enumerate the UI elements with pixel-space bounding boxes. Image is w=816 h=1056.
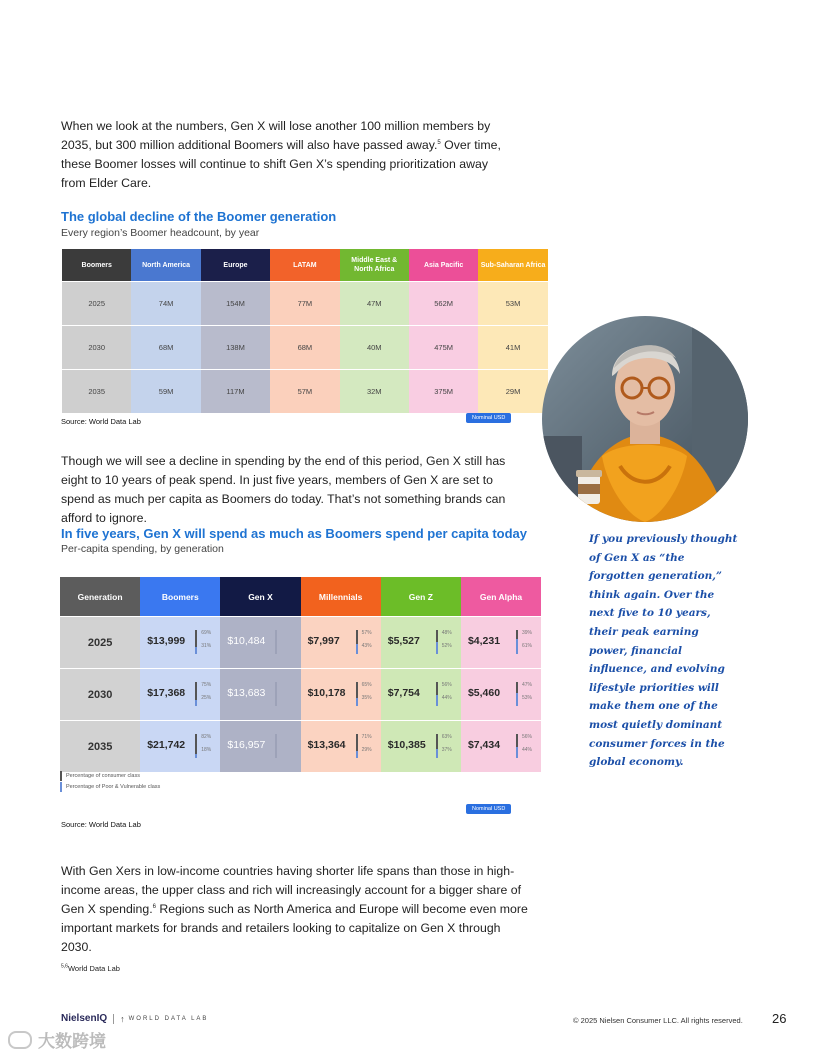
spending-amount: $4,231 <box>467 635 501 647</box>
t1-cell: 32M <box>340 370 409 414</box>
consumer-pct: 39% <box>521 630 532 636</box>
t1-cell: 2030 <box>62 326 131 370</box>
watermark: 大数跨境 <box>8 1027 106 1052</box>
t1-cell: 475M <box>409 326 478 370</box>
class-split-bar <box>516 734 518 758</box>
t1-cell: 47M <box>340 282 409 326</box>
class-split-bar <box>356 734 358 758</box>
poor-pct: 35% <box>361 695 372 701</box>
t2-cell <box>301 617 381 669</box>
class-split-bar <box>516 682 518 706</box>
t1-cell: 375M <box>409 370 478 414</box>
consumer-class-fill <box>436 734 438 749</box>
spending-amount: $10,385 <box>387 739 426 751</box>
table-row <box>62 282 548 326</box>
t2-cell <box>140 721 220 773</box>
nielseniq-logo: NielsenIQ <box>61 1013 108 1024</box>
class-split-bar <box>275 682 277 706</box>
t1-cell: 138M <box>201 326 270 370</box>
t2-year: 2035 <box>60 721 140 773</box>
consumer-class-fill <box>195 682 197 700</box>
table-row <box>62 326 548 370</box>
class-split-bar <box>436 630 438 654</box>
table-row <box>62 370 548 414</box>
t2-cell <box>461 721 541 773</box>
poor-class-fill <box>195 754 197 758</box>
poor-pct: 37% <box>441 747 452 753</box>
consumer-class-fill <box>195 630 197 647</box>
intro-paragraph: When we look at the numbers, Gen X will lose another 100 million members by 2035, but 300 million additional Boomers will also have passed away.$^5$ Over time, these Boomer losses will continue to shift Gen X’s spending prioritization away from Elder Care. <box>61 119 501 190</box>
t2-cell <box>301 669 381 721</box>
t1-cell: 77M <box>270 282 339 326</box>
t1-cell: 74M <box>131 282 200 326</box>
table1-source: Source: World Data Lab <box>61 417 141 426</box>
t2-cell <box>220 617 300 669</box>
t2-year: 2025 <box>60 617 140 669</box>
poor-pct: 52% <box>441 643 452 649</box>
table-row <box>60 669 541 721</box>
copyright: © 2025 Nielsen Consumer LLC. All rights reserved. <box>573 1016 743 1025</box>
t1-cell: 29M <box>478 370 547 414</box>
per-capita-spending-table <box>60 577 541 772</box>
world-data-lab-logo: WORLD DATA LAB <box>128 1015 209 1022</box>
gen-x-woman-portrait <box>542 316 748 522</box>
poor-class-fill <box>516 639 518 654</box>
consumer-class-fill <box>356 734 358 751</box>
legend-poor-class: Percentage of Poor & Vulnerable class <box>60 781 160 792</box>
consumer-pct: 48% <box>441 630 452 636</box>
poor-pct: 18% <box>201 747 212 753</box>
nominal-usd-badge-2: Nominal USD <box>466 804 511 814</box>
pull-quote: If you previously thought of Gen X as “the forgotten generation,” think again. Over the next five to 10 years, their peak earning power, financial influence, and evolving lifestyle priorities will make them one of the most quietly dominant consumer forces in the global economy. <box>589 533 738 769</box>
poor-class-fill <box>356 644 358 654</box>
class-split-bar <box>436 682 438 706</box>
t2-cell <box>140 669 220 721</box>
spending-amount: $17,368 <box>147 687 186 699</box>
watermark-icon <box>8 1031 32 1049</box>
t1-cell: 117M <box>201 370 270 414</box>
t2-header-3: Millennials <box>301 577 381 617</box>
logo-divider <box>113 1014 114 1024</box>
consumer-class-fill <box>436 682 438 695</box>
t1-cell: 53M <box>478 282 547 326</box>
t1-cell: 57M <box>270 370 339 414</box>
t1-cell: 40M <box>340 326 409 370</box>
spending-paragraph: Though we will see a decline in spending by the end of this period, Gen X still has eight to 10 years of peak spend. In just five years, members of Gen X are set to spend as much per capita as Boomers do today. That’s not something brands can afford to ignore. <box>61 454 506 525</box>
table-row <box>60 617 541 669</box>
spending-amount: $16,957 <box>227 739 266 751</box>
footer-logos <box>61 1013 208 1024</box>
t1-cell: 68M <box>270 326 339 370</box>
poor-pct: 31% <box>201 643 212 649</box>
t2-cell <box>381 617 461 669</box>
consumer-pct: 56% <box>441 682 452 688</box>
page-number: 26 <box>772 1011 787 1026</box>
poor-class-fill <box>356 751 358 758</box>
t1-header-1: North America <box>131 249 200 282</box>
t2-cell <box>140 617 220 669</box>
t2-header-5: Gen Alpha <box>461 577 541 617</box>
spending-amount: $10,178 <box>307 687 346 699</box>
t1-cell: 562M <box>409 282 478 326</box>
consumer-pct: 47% <box>521 682 532 688</box>
spending-amount: $7,754 <box>387 687 420 699</box>
t1-header-5: Asia Pacific <box>409 249 478 282</box>
t1-cell: 2025 <box>62 282 131 326</box>
table2-subtitle: Per-capita spending, by generation <box>61 543 224 555</box>
consumer-pct: 69% <box>201 630 212 636</box>
table1-title: The global decline of the Boomer generation <box>61 209 337 224</box>
t1-header-3: LATAM <box>270 249 339 282</box>
table1-subtitle: Every region’s Boomer headcount, by year <box>61 227 260 239</box>
poor-class-fill <box>195 700 197 706</box>
consumer-class-fill <box>356 630 358 644</box>
consumer-class-fill <box>356 682 358 698</box>
t1-cell: 68M <box>131 326 200 370</box>
consumer-pct: 65% <box>361 682 372 688</box>
table2-title: In five years, Gen X will spend as much as Boomers spend per capita today <box>61 526 527 541</box>
spending-amount: $7,434 <box>467 739 501 751</box>
spending-amount: $10,484 <box>227 635 266 647</box>
consumer-pct: 82% <box>201 734 212 740</box>
boomer-headcount-table <box>62 249 548 413</box>
legend-consumer-class: Percentage of consumer class <box>60 770 160 781</box>
t1-header-2: Europe <box>201 249 270 282</box>
poor-pct: 44% <box>441 695 452 701</box>
consumer-class-fill <box>436 630 438 642</box>
consumer-class-fill <box>516 630 518 639</box>
poor-pct: 61% <box>521 643 532 649</box>
t1-cell: 59M <box>131 370 200 414</box>
table2-legend <box>60 770 160 792</box>
consumer-class-fill <box>195 734 197 754</box>
class-split-bar <box>195 630 197 654</box>
t2-header-2: Gen X <box>220 577 300 617</box>
t2-cell <box>301 721 381 773</box>
t2-cell <box>381 721 461 773</box>
poor-class-fill <box>436 749 438 758</box>
t1-header-6: Sub-Saharan Africa <box>478 249 547 282</box>
class-split-bar <box>436 734 438 758</box>
poor-class-fill <box>356 698 358 706</box>
t2-year: 2030 <box>60 669 140 721</box>
t2-cell <box>381 669 461 721</box>
t2-cell <box>461 669 541 721</box>
spending-amount: $13,683 <box>227 687 266 699</box>
t2-header-0: Generation <box>60 577 140 617</box>
poor-class-fill <box>195 647 197 654</box>
class-split-bar <box>275 734 277 758</box>
footnote: $^{5,6}$World Data Lab <box>61 963 120 973</box>
t2-cell <box>220 669 300 721</box>
class-split-bar <box>275 630 277 654</box>
class-split-bar <box>516 630 518 654</box>
spending-amount: $13,999 <box>147 635 186 647</box>
nominal-usd-badge: Nominal USD <box>466 413 511 423</box>
t1-cell: 2035 <box>62 370 131 414</box>
poor-class-fill <box>516 747 518 758</box>
class-split-bar <box>195 734 197 758</box>
spending-amount: $7,997 <box>307 635 340 647</box>
poor-pct: 29% <box>361 747 372 753</box>
consumer-class-fill <box>516 734 518 747</box>
income-paragraph: With Gen Xers in low-income countries having shorter life spans than those in high-income areas, the upper class and rich will increasingly account for a bigger share of Gen X spending.$^6$ Regions such as North America and Europe will become even more important markets for brands and retailers looking to capitalize on Gen X through 2030. <box>61 864 528 954</box>
consumer-pct: 63% <box>441 734 452 740</box>
consumer-class-fill <box>516 682 518 693</box>
spending-amount: $5,460 <box>467 687 501 699</box>
spending-amount: $13,364 <box>307 739 346 751</box>
class-split-bar <box>195 682 197 706</box>
t1-header-4: Middle East & North Africa <box>340 249 409 282</box>
spending-amount: $21,742 <box>147 739 186 751</box>
poor-pct: 25% <box>201 695 212 701</box>
table-row <box>60 721 541 773</box>
t1-cell: 154M <box>201 282 270 326</box>
consumer-pct: 56% <box>521 734 532 740</box>
t2-cell <box>461 617 541 669</box>
t2-cell <box>220 721 300 773</box>
consumer-pct: 75% <box>201 682 212 688</box>
t2-header-4: Gen Z <box>381 577 461 617</box>
table2-source: Source: World Data Lab <box>61 820 141 829</box>
poor-class-fill <box>436 642 438 654</box>
t1-header-0: Boomers <box>62 249 131 282</box>
poor-pct: 44% <box>521 747 532 753</box>
spending-amount: $5,527 <box>387 635 420 647</box>
poor-class-fill <box>436 695 438 706</box>
poor-pct: 43% <box>361 643 372 649</box>
consumer-pct: 57% <box>361 630 372 636</box>
class-split-bar <box>356 682 358 706</box>
t2-header-1: Boomers <box>140 577 220 617</box>
t1-cell: 41M <box>478 326 547 370</box>
class-split-bar <box>356 630 358 654</box>
poor-class-fill <box>516 693 518 706</box>
world-data-lab-icon: ↑ <box>120 1013 125 1024</box>
consumer-pct: 71% <box>361 734 372 740</box>
poor-pct: 53% <box>521 695 532 701</box>
